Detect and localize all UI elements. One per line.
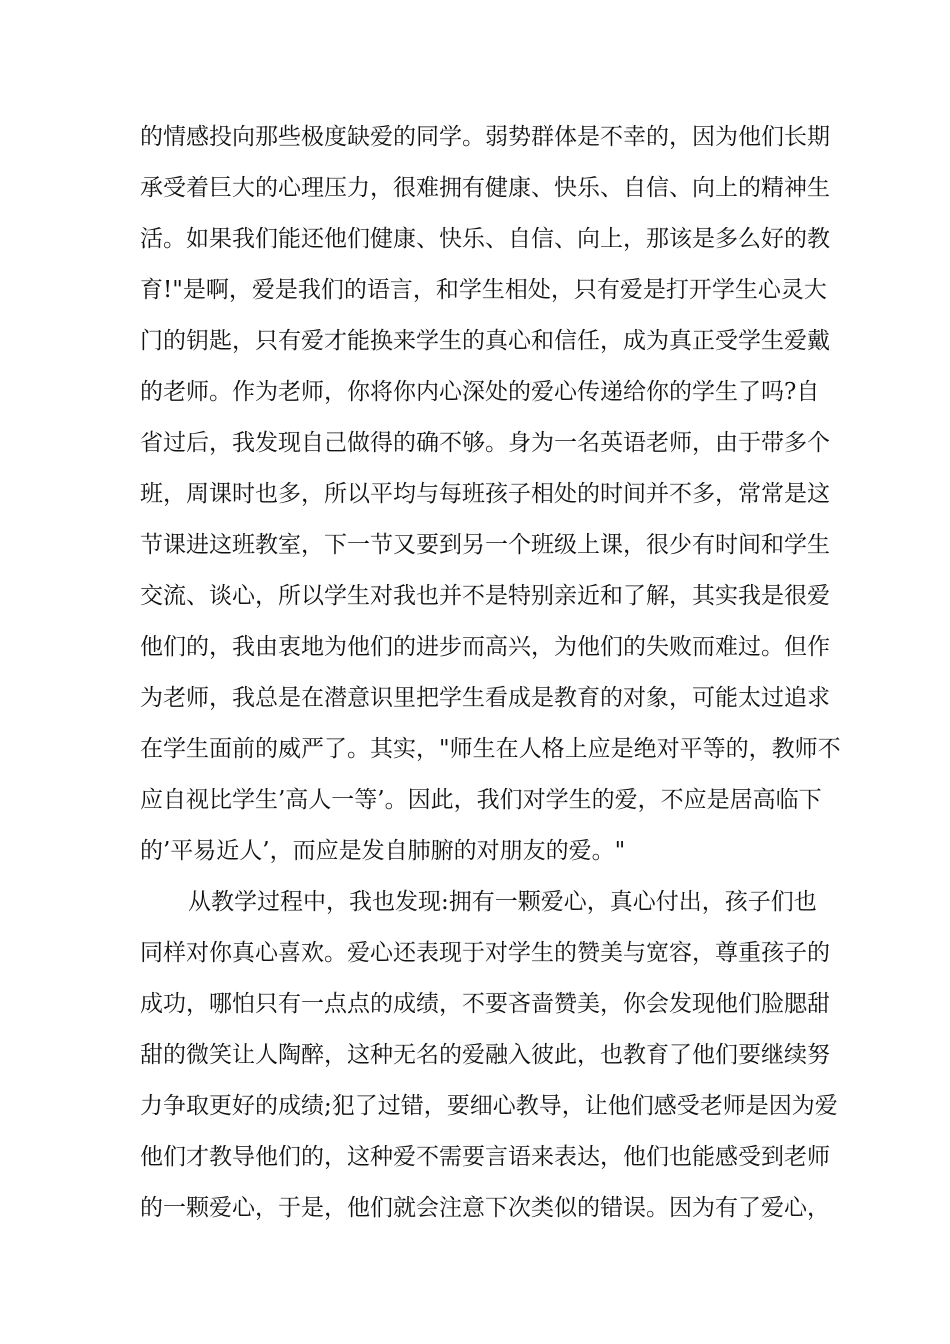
text-line: 班，周课时也多，所以平均与每班孩子相处的时间并不多，常常是这: [140, 481, 830, 507]
text-line: 活。如果我们能还他们健康、快乐、自信、向上，那该是多么好的教: [140, 226, 830, 252]
text-line: 他们才教导他们的，这种爱不需要言语来表达，他们也能感受到老师: [140, 1144, 830, 1170]
text-line: 他们的，我由衷地为他们的进步而高兴，为他们的失败而难过。但作: [140, 634, 830, 660]
text-line: 为老师，我总是在潜意识里把学生看成是教育的对象，可能太过追求: [140, 685, 830, 711]
text-line: 承受着巨大的心理压力，很难拥有健康、快乐、自信、向上的精神生: [140, 175, 830, 201]
text-line: 力争取更好的成绩;犯了过错，要细心教导，让他们感受老师是因为爱: [140, 1093, 838, 1119]
text-line: 育!"是啊，爱是我们的语言，和学生相处，只有爱是打开学生心灵大: [140, 277, 827, 303]
text-line: 甜的微笑让人陶醉，这种无名的爱融入彼此，也教育了他们要继续努: [140, 1042, 830, 1068]
text-line: 门的钥匙，只有爱才能换来学生的真心和信任，成为真正受学生爱戴: [140, 328, 830, 354]
text-line: 的老师。作为老师，你将你内心深处的爱心传递给你的学生了吗?自: [140, 379, 820, 405]
text-line: 应自视比学生’高人一等’。因此，我们对学生的爱，不应是居高临下: [140, 787, 822, 813]
text-line: 交流、谈心，所以学生对我也并不是特别亲近和了解，其实我是很爱: [140, 583, 830, 609]
text-line: 从教学过程中，我也发现:拥有一颗爱心，真心付出，孩子们也: [188, 889, 817, 915]
text-line: 的一颗爱心，于是，他们就会注意下次类似的错误。因为有了爱心，: [140, 1195, 830, 1221]
text-line: 成功，哪怕只有一点点的成绩，不要吝啬赞美，你会发现他们脸腮甜: [140, 991, 830, 1017]
text-line: 节课进这班教室，下一节又要到另一个班级上课，很少有时间和学生: [140, 532, 830, 558]
text-line: 同样对你真心喜欢。爱心还表现于对学生的赞美与宽容，尊重孩子的: [140, 940, 830, 966]
text-line: 的’平易近人’，而应是发自肺腑的对朋友的爱。": [140, 838, 626, 864]
text-line: 在学生面前的威严了。其实，"师生在人格上应是绝对平等的，教师不: [140, 736, 841, 762]
text-line: 省过后，我发现自己做得的确不够。身为一名英语老师，由于带多个: [140, 430, 830, 456]
text-line: 的情感投向那些极度缺爱的同学。弱势群体是不幸的，因为他们长期: [140, 124, 830, 150]
